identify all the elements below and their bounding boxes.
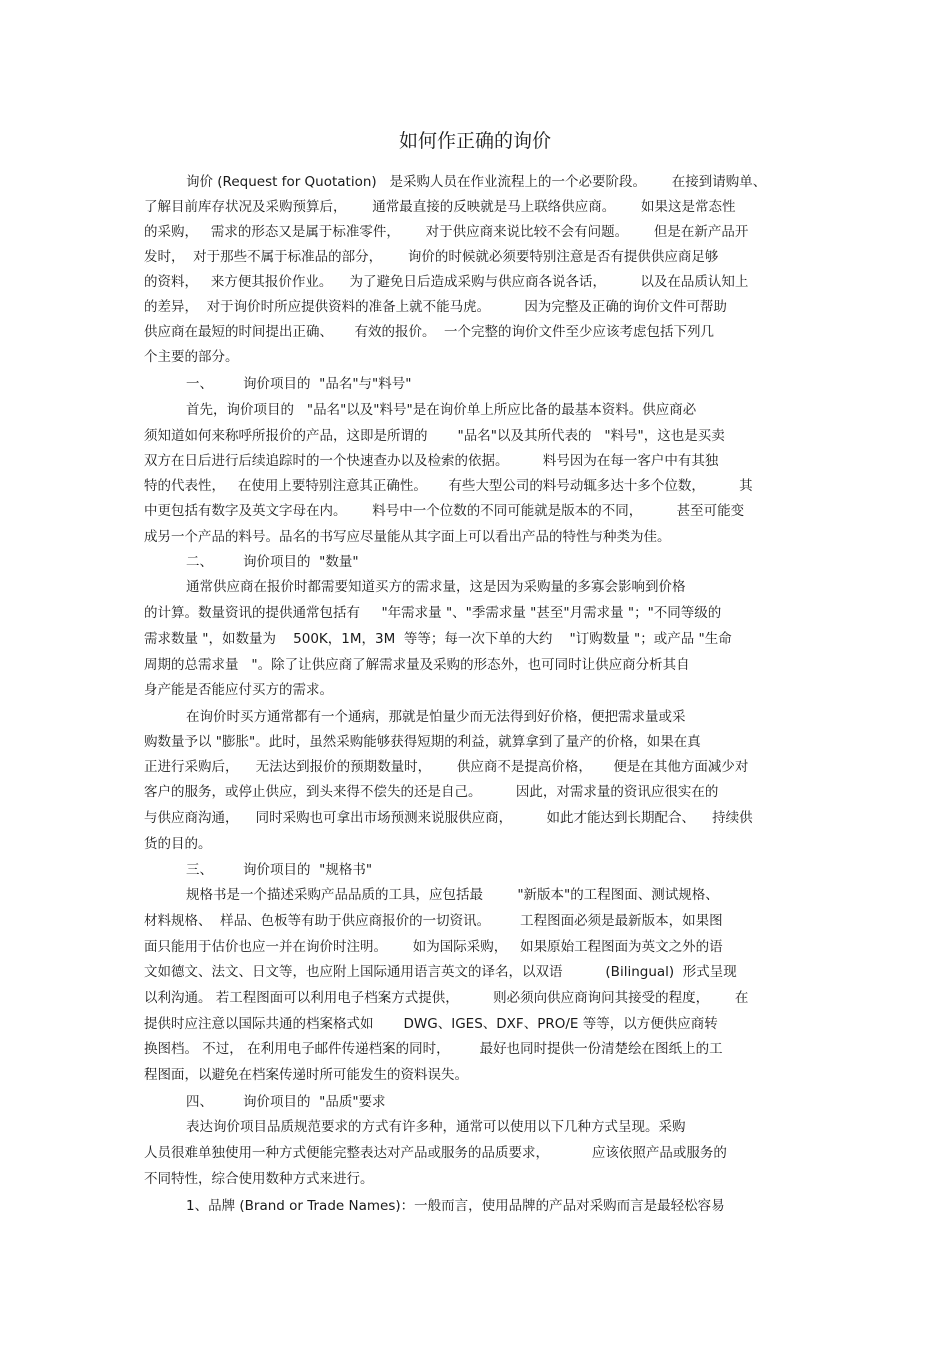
paragraph-line: 一、 询价项目的 "品名"与"料号" <box>186 376 412 392</box>
paragraph-line: 身产能是否能应付买方的需求。 <box>144 682 333 698</box>
paragraph-line: 发时， 对于那些不属于标准品的部分， 询价的时候就必须要特别注意是否有提供供应商足够 <box>144 249 719 265</box>
paragraph-line: 供应商在最短的时间提出正确、 有效的报价。 一个完整的询价文件至少应该考虑包括下列几 <box>144 324 715 340</box>
paragraph-line: 以利沟通。 若工程图面可以利用电子档案方式提供， 则必须向供应商询问其接受的程度， 在 <box>144 990 749 1006</box>
paragraph-line: 二、 询价项目的 "数量" <box>186 554 359 570</box>
paragraph-line: 双方在日后进行后续追踪时的一个快速查办以及检索的依据。 料号因为在每一客户中有其独 <box>144 453 719 469</box>
paragraph-line: 规格书是一个描述采购产品品质的工具，应包括最 "新版本"的工程图面、测试规格、 <box>186 887 719 903</box>
paragraph-line: 不同特性，综合使用数种方式来进行。 <box>144 1171 374 1187</box>
paragraph-line: 询价 (Request for Quotation) 是采购人员在作业流程上的一个必要阶段。 在接到请购单、 <box>186 174 767 190</box>
paragraph-line: 与供应商沟通， 同时采购也可拿出市场预测来说服供应商， 如此才能达到长期配合、 持续供 <box>144 810 753 826</box>
paragraph-line: 的采购， 需求的形态又是属于标准零件， 对于供应商来说比较不会有问题。 但是在新产品开 <box>144 224 749 240</box>
paragraph-line: 中更包括有数字及英文字母在内。 料号中一个位数的不同可能就是版本的不同， 甚至可能变 <box>144 503 745 519</box>
paragraph-line: 1、品牌 (Brand or Trade Names)：一般而言，使用品牌的产品对采购而言是最轻松容易 <box>186 1198 725 1214</box>
paragraph-line: 材料规格、 样品、色板等有助于供应商报价的一切资讯。 工程图面必须是最新版本，如果图 <box>144 913 723 929</box>
paragraph-line: 购数量予以 "膨胀"。此时，虽然采购能够获得短期的利益，就算拿到了量产的价格，如果在真 <box>144 734 701 750</box>
paragraph-line: 表达询价项目品质规范要求的方式有许多种，通常可以使用以下几种方式呈现。采购 <box>186 1119 686 1135</box>
paragraph-line: 三、 询价项目的 "规格书" <box>186 862 373 878</box>
paragraph-line: 通常供应商在报价时都需要知道买方的需求量，这是因为采购量的多寡会影响到价格 <box>186 579 686 595</box>
paragraph-line: 成另一个产品的料号。品名的书写应尽量能从其字面上可以看出产品的特性与种类为佳。 <box>144 529 671 545</box>
paragraph-line: 首先，询价项目的 "品名"以及"料号"是在询价单上所应比备的最基本资料。供应商必 <box>186 402 697 418</box>
paragraph-line: 货的目的。 <box>144 836 212 852</box>
paragraph-line: 的计算。数量资讯的提供通常包括有 "年需求量 "、"季需求量 "甚至"月需求量 "；"不同等级的 <box>144 605 722 621</box>
paragraph-line: 面只能用于估价也应一并在询价时注明。 如为国际采购， 如果原始工程图面为英文之外的语 <box>144 939 723 955</box>
paragraph-line: 个主要的部分。 <box>144 349 239 365</box>
paragraph-line: 提供时应注意以国际共通的档案格式如 DWG、IGES、DXF、PRO/E 等等，以方便供应商转 <box>144 1016 718 1032</box>
document-title: 如何作正确的询价 <box>398 130 551 152</box>
paragraph-line: 的差异， 对于询价时所应提供资料的准备上就不能马虎。 因为完整及正确的询价文件可帮助 <box>144 299 727 315</box>
paragraph-line: 四、 询价项目的 "品质"要求 <box>186 1094 386 1110</box>
paragraph-line: 换图档。 不过， 在利用电子邮件传递档案的同时， 最好也同时提供一份清楚绘在图纸上的工 <box>144 1041 723 1057</box>
paragraph-line: 程图面，以避免在档案传递时所可能发生的资料误失。 <box>144 1067 468 1083</box>
paragraph-line: 须知道如何来称呼所报价的产品，这即是所谓的 "品名"以及其所代表的 "料号"，这也是买卖 <box>144 428 725 444</box>
paragraph-line: 客户的服务，或停止供应，到头来得不偿失的还是自己。 因此，对需求量的资讯应很实在的 <box>144 784 719 800</box>
paragraph-line: 的资料， 来方便其报价作业。 为了避免日后造成采购与供应商各说各话， 以及在品质认知上 <box>144 274 749 290</box>
paragraph-line: 正进行采购后， 无法达到报价的预期数量时， 供应商不是提高价格， 便是在其他方面减少对 <box>144 759 749 775</box>
paragraph-line: 文如德文、法文、日文等，也应附上国际通用语言英文的译名，以双语 (Bilingual) 形式呈现 <box>144 964 737 980</box>
paragraph-line: 人员很难单独使用一种方式便能完整表达对产品或服务的品质要求， 应该依照产品或服务的 <box>144 1145 727 1161</box>
paragraph-line: 在询价时买方通常都有一个通病，那就是怕量少而无法得到好价格，便把需求量或采 <box>186 709 686 725</box>
paragraph-line: 特的代表性， 在使用上要特别注意其正确性。 有些大型公司的料号动辄多达十多个位数， 其 <box>144 478 753 494</box>
paragraph-line: 需求数量 "，如数量为 500K，1M，3M 等等；每一次下单的大约 "订购数量 "；或产品 "生命 <box>144 631 732 647</box>
paragraph-line: 周期的总需求量 "。除了让供应商了解需求量及采购的形态外，也可同时让供应商分析其自 <box>144 657 690 673</box>
paragraph-line: 了解目前库存状况及采购预算后， 通常最直接的反映就是马上联络供应商。 如果这是常态性 <box>144 199 736 215</box>
